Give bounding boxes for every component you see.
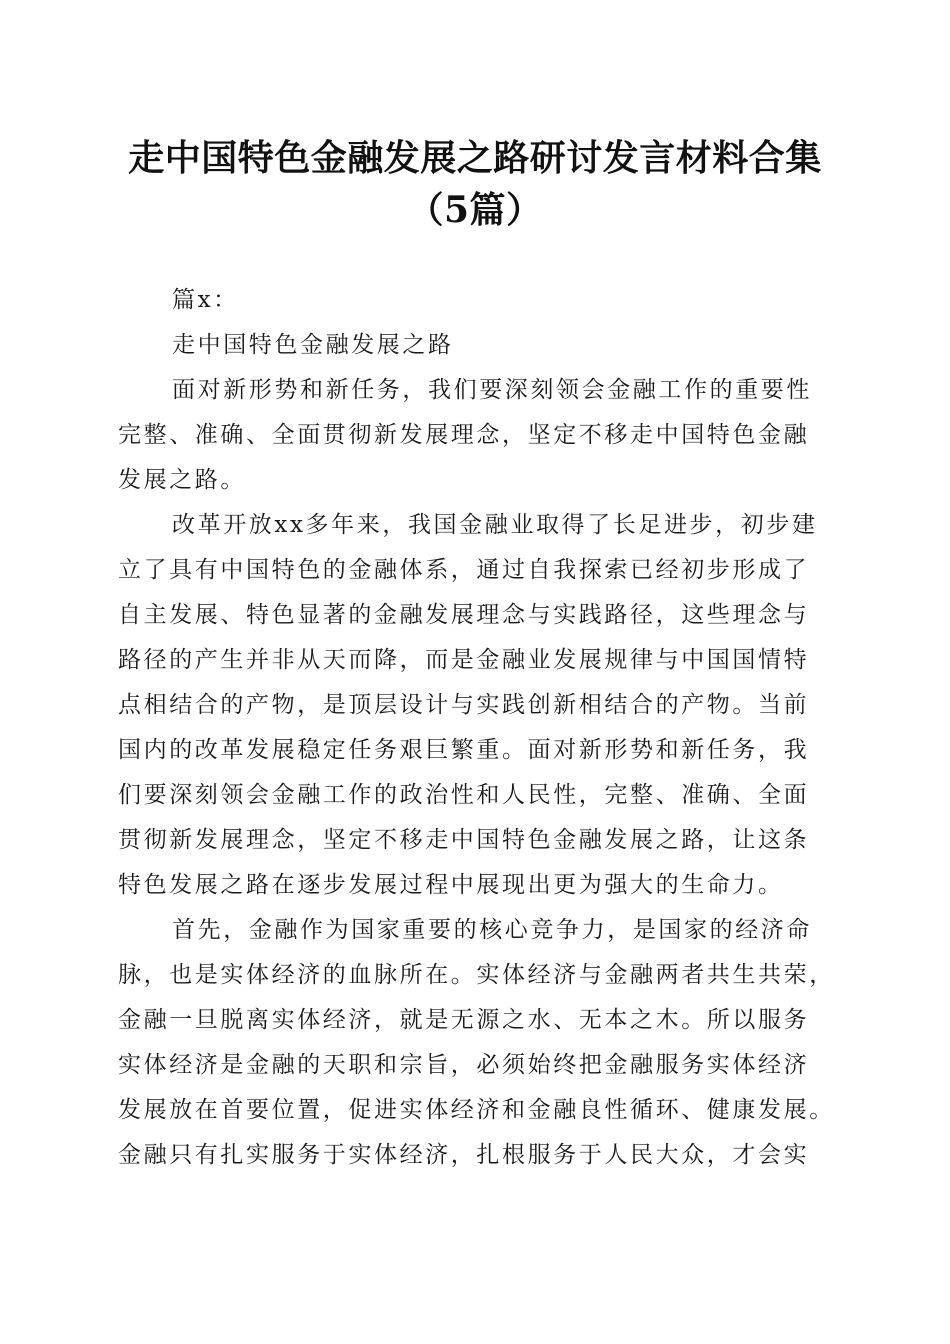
paragraph-line: 面对新形势和新任务，我们要深刻领会金融工作的重要性 (172, 377, 812, 403)
paragraph-line: 们要深刻领会金融工作的政治性和人民性，完整、准确、全面 (118, 782, 810, 808)
paragraph-line: 完整、准确、全面贯彻新发展理念，坚定不移走中国特色金融 (118, 422, 810, 448)
document-body (118, 278, 834, 1178)
paragraph-line: 实体经济是金融的天职和宗旨，必须始终把金融服务实体经济 (118, 1052, 810, 1078)
paragraph-line: 改革开放xx多年来，我国金融业取得了长足进步，初步建 (172, 512, 818, 538)
paragraph-line: 贯彻新发展理念，坚定不移走中国特色金融发展之路，让这条 (118, 827, 810, 853)
paragraph-line: 首先，金融作为国家重要的核心竞争力，是国家的经济命 (172, 917, 812, 943)
paragraph-line: 金融一旦脱离实体经济，就是无源之水、无本之木。所以服务 (118, 1007, 810, 1033)
title-line-2: （5篇） (407, 189, 543, 231)
paragraph-line: 脉，也是实体经济的血脉所在。实体经济与金融两者共生共荣， (118, 962, 835, 988)
paragraph-line: 金融只有扎实服务于实体经济，扎根服务于人民大众，才会实 (118, 1142, 810, 1168)
section-label: 篇x： (172, 287, 239, 313)
paragraph-line: 发展放在首要位置，促进实体经济和金融良性循环、健康发展。 (118, 1097, 835, 1123)
paragraph-line: 发展之路。 (118, 467, 246, 493)
section-title: 走中国特色金融发展之路 (172, 332, 454, 358)
title-line-1: 走中国特色金融发展之路研讨发言材料合集 (128, 137, 822, 179)
document-title (60, 132, 890, 236)
paragraph-line: 立了具有中国特色的金融体系，通过自我探索已经初步形成了 (118, 557, 810, 583)
paragraph-line: 国内的改革发展稳定任务艰巨繁重。面对新形势和新任务，我 (118, 737, 810, 763)
paragraph-line: 点相结合的产物，是顶层设计与实践创新相结合的产物。当前 (118, 692, 810, 718)
paragraph-line: 自主发展、特色显著的金融发展理念与实践路径，这些理念与 (118, 602, 810, 628)
paragraph-line: 路径的产生并非从天而降，而是金融业发展规律与中国国情特 (118, 647, 810, 673)
paragraph-line: 特色发展之路在逐步发展过程中展现出更为强大的生命力。 (118, 872, 784, 898)
